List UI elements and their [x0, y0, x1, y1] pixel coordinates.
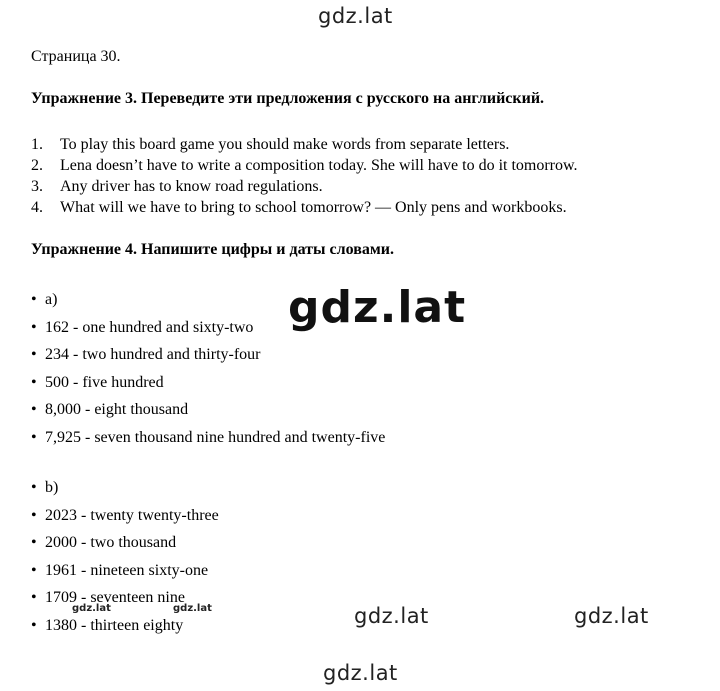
- item-text: 1380 - thirteen eighty: [45, 616, 184, 634]
- bullet-icon: •: [31, 346, 37, 363]
- watermark-tiny-left: gdz.lat: [72, 603, 111, 614]
- list-item: [31, 369, 385, 397]
- bullet-icon: •: [31, 318, 37, 336]
- bullet-icon: •: [31, 373, 37, 391]
- item-text: a): [45, 291, 58, 308]
- item-text: To play this board game you should make words from separate letters.: [60, 136, 510, 153]
- list-item: [31, 529, 219, 557]
- item-text: 8,000 - eight thousand: [45, 401, 189, 418]
- exercise-4-part-b-list: [31, 474, 219, 639]
- item-number: 4.: [31, 199, 43, 216]
- bullet-icon: •: [31, 291, 37, 308]
- page-label: Страница 30.: [31, 48, 121, 65]
- list-item: [31, 155, 578, 176]
- exercise-4-heading: Упражнение 4. Напишите цифры и даты словами.: [31, 241, 394, 258]
- list-item: [31, 341, 385, 369]
- list-item: [31, 474, 219, 502]
- bullet-icon: •: [31, 506, 37, 524]
- bullet-icon: •: [31, 616, 37, 634]
- item-text: 7,925 - seven thousand nine hundred and twenty-five: [45, 428, 386, 446]
- item-text: Lena doesn’t have to write a composition today. She will have to do it tomorrow.: [60, 157, 578, 174]
- watermark-top: gdz.lat: [318, 4, 393, 28]
- item-text: 162 - one hundred and sixty-two: [45, 318, 254, 336]
- item-number: 3.: [31, 178, 43, 195]
- list-item: [31, 502, 219, 530]
- bullet-icon: •: [31, 589, 37, 606]
- watermark-tiny-right: gdz.lat: [173, 603, 212, 614]
- exercise-3-list: [31, 134, 578, 218]
- list-item: [31, 176, 578, 197]
- list-item: [31, 424, 385, 452]
- list-item: [31, 396, 385, 424]
- item-text: 1961 - nineteen sixty-one: [45, 561, 209, 579]
- list-item: [31, 197, 578, 218]
- list-item: [31, 557, 219, 585]
- list-item: [31, 134, 578, 155]
- item-text: 234 - two hundred and thirty-four: [45, 346, 261, 363]
- bullet-icon: •: [31, 479, 37, 496]
- item-text: 1709 - seventeen nine: [45, 589, 185, 606]
- watermark-mid-left: gdz.lat: [354, 604, 429, 628]
- item-text: Any driver has to know road regulations.: [60, 178, 323, 195]
- item-number: 2.: [31, 157, 43, 174]
- bullet-icon: •: [31, 428, 37, 446]
- item-text: 2000 - two thousand: [45, 534, 177, 551]
- watermark-mid-right: gdz.lat: [574, 604, 649, 628]
- exercise-3-heading: Упражнение 3. Переведите эти предложения с русского на английский.: [31, 90, 545, 107]
- item-number: 1.: [31, 136, 43, 153]
- watermark-center: gdz.lat: [288, 282, 467, 333]
- bullet-icon: •: [31, 401, 37, 418]
- list-item: [31, 612, 219, 640]
- watermark-bottom: gdz.lat: [323, 661, 398, 685]
- item-text: 2023 - twenty twenty-three: [45, 506, 219, 524]
- item-text: What will we have to bring to school tomorrow? — Only pens and workbooks.: [60, 199, 567, 216]
- bullet-icon: •: [31, 534, 37, 551]
- item-text: b): [45, 479, 59, 496]
- item-text: 500 - five hundred: [45, 373, 164, 391]
- bullet-icon: •: [31, 561, 37, 579]
